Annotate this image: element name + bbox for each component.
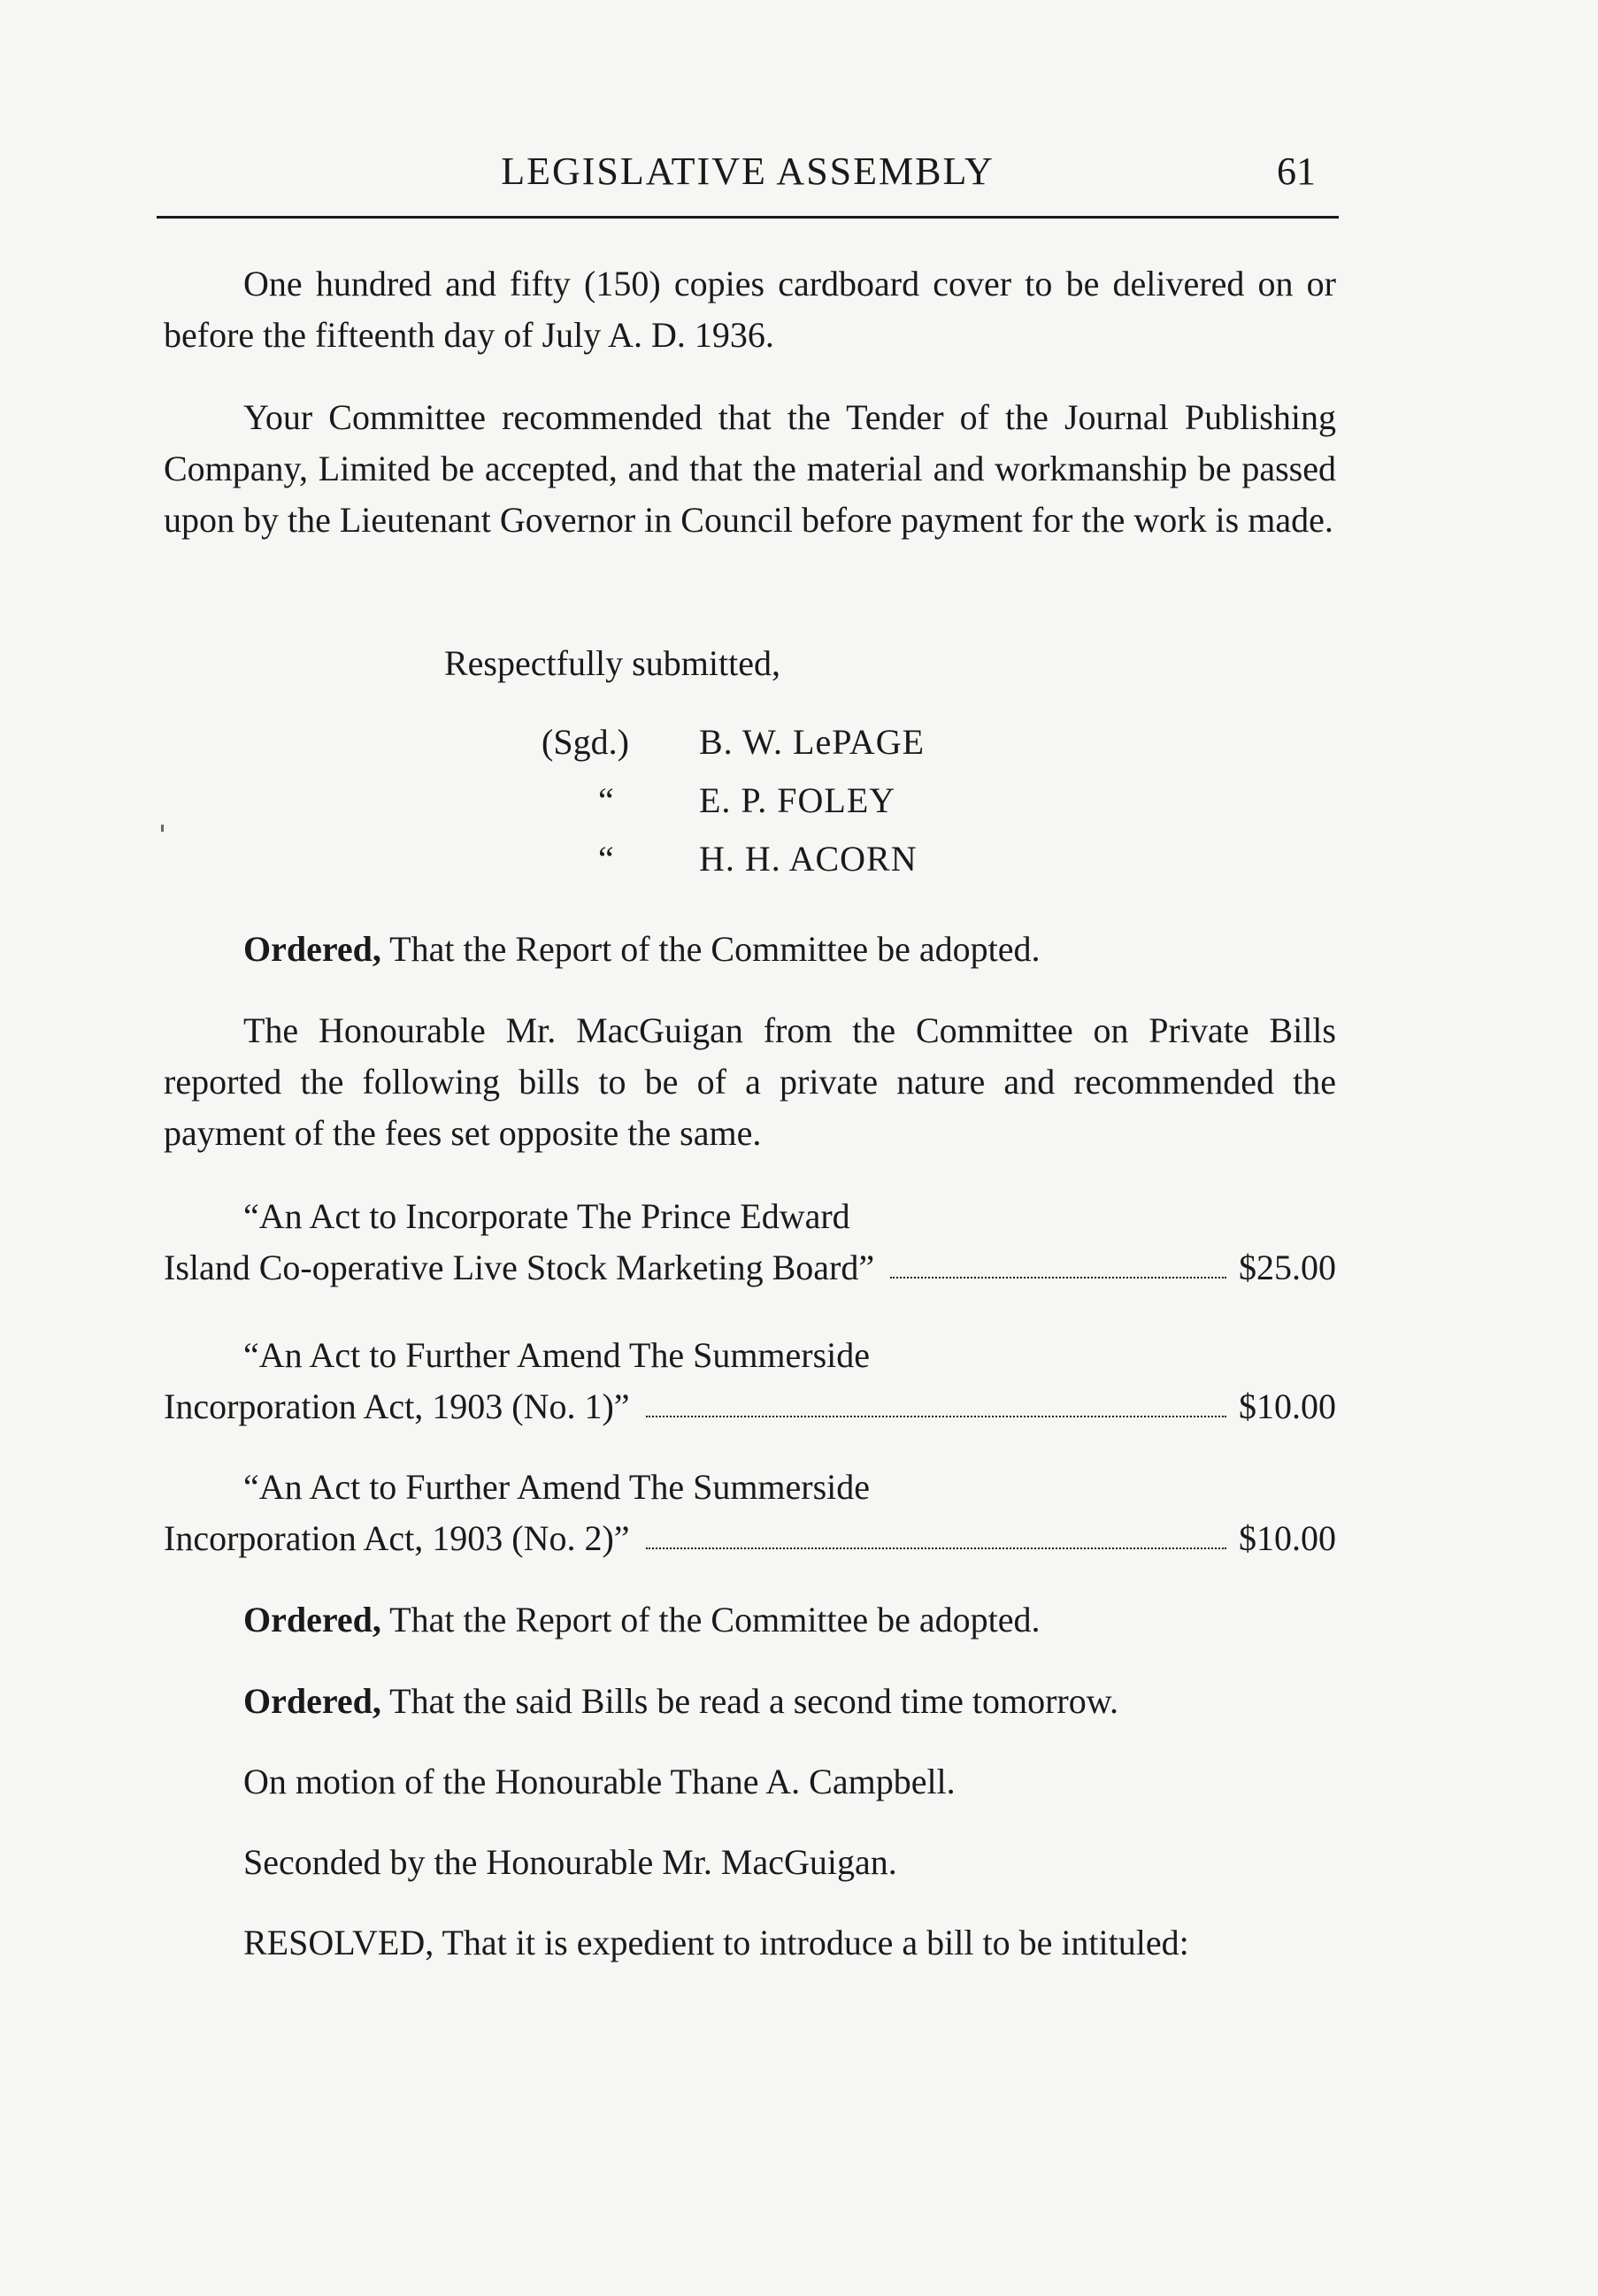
bill-title-line1: “An Act to Further Amend The Summerside xyxy=(243,1335,871,1375)
bill-fee: $25.00 xyxy=(1239,1248,1336,1287)
bill-title-line1: “An Act to Incorporate The Prince Edward xyxy=(243,1196,850,1236)
bill-title-line2: Island Co-operative Live Stock Marketing Board” xyxy=(164,1248,875,1287)
ordered-report-adopted xyxy=(164,924,1336,975)
ordered-label: Ordered, xyxy=(243,1681,381,1721)
signature-intro: Respectfully submitted, xyxy=(444,643,780,683)
signature-name: E. P. FOLEY xyxy=(699,780,896,820)
paragraph-copies: One hundred and fifty (150) copies cardboard cover to be delivered on or before the fifteenth day of July A. D. 1936. xyxy=(164,264,1336,355)
bill-fee: $10.00 xyxy=(1239,1518,1336,1558)
ordered-text: That the said Bills be read a second time tomorrow. xyxy=(380,1681,1119,1721)
bill-title-line1: “An Act to Further Amend The Summerside xyxy=(243,1467,871,1507)
bill-title-line2-row xyxy=(164,1242,1336,1294)
ordered-second-reading xyxy=(164,1676,1336,1727)
bill-entry xyxy=(164,1191,1336,1294)
scan-speck xyxy=(161,825,164,832)
bill-title-line2: Incorporation Act, 1903 (No. 1)” xyxy=(164,1386,630,1426)
ordered-label: Ordered, xyxy=(243,929,381,969)
paragraph-seconded: Seconded by the Honourable Mr. MacGuigan. xyxy=(243,1842,897,1882)
bill-title-line2-row xyxy=(164,1513,1336,1564)
ordered-text: That the Report of the Committee be adopted. xyxy=(380,929,1041,969)
dot-leader xyxy=(890,1276,1226,1279)
signature-mark: (Sgd.) xyxy=(542,722,629,762)
signature-name: H. H. ACORN xyxy=(699,839,918,879)
paragraph-committee-recommendation: Your Committee recommended that the Tender of the Journal Publishing Company, Limited be accepted, and that the material and workmanship be passed upon by the Lieutenant Governor in Council before payment for the work is made. xyxy=(164,397,1336,540)
dot-leader xyxy=(646,1547,1226,1549)
running-header xyxy=(157,149,1339,205)
paragraph-motion: On motion of the Honourable Thane A. Campbell. xyxy=(243,1762,956,1801)
ordered-report-adopted xyxy=(164,1594,1336,1646)
paragraph-resolved: RESOLVED, That it is expedient to introduce a bill to be intituled: xyxy=(243,1923,1189,1962)
signature-name: B. W. LePAGE xyxy=(699,722,926,762)
header-title: LEGISLATIVE ASSEMBLY xyxy=(501,150,995,193)
bill-entry xyxy=(164,1330,1336,1432)
dot-leader xyxy=(646,1415,1226,1417)
bill-fee: $10.00 xyxy=(1239,1386,1336,1426)
ordered-label: Ordered, xyxy=(243,1600,381,1639)
page-number: 61 xyxy=(1277,150,1316,193)
paragraph-private-bills: The Honourable Mr. MacGuigan from the Committee on Private Bills reported the following bills to be of a private nature and recommended the payment of the fees set opposite the same. xyxy=(164,1010,1336,1153)
bill-title-line2: Incorporation Act, 1903 (No. 2)” xyxy=(164,1518,630,1558)
signature-mark: “ xyxy=(598,839,614,879)
ordered-text: That the Report of the Committee be adopted. xyxy=(380,1600,1041,1639)
header-rule xyxy=(157,216,1339,219)
bill-entry xyxy=(164,1462,1336,1564)
bill-title-line2-row xyxy=(164,1381,1336,1432)
signature-mark: “ xyxy=(598,780,614,820)
